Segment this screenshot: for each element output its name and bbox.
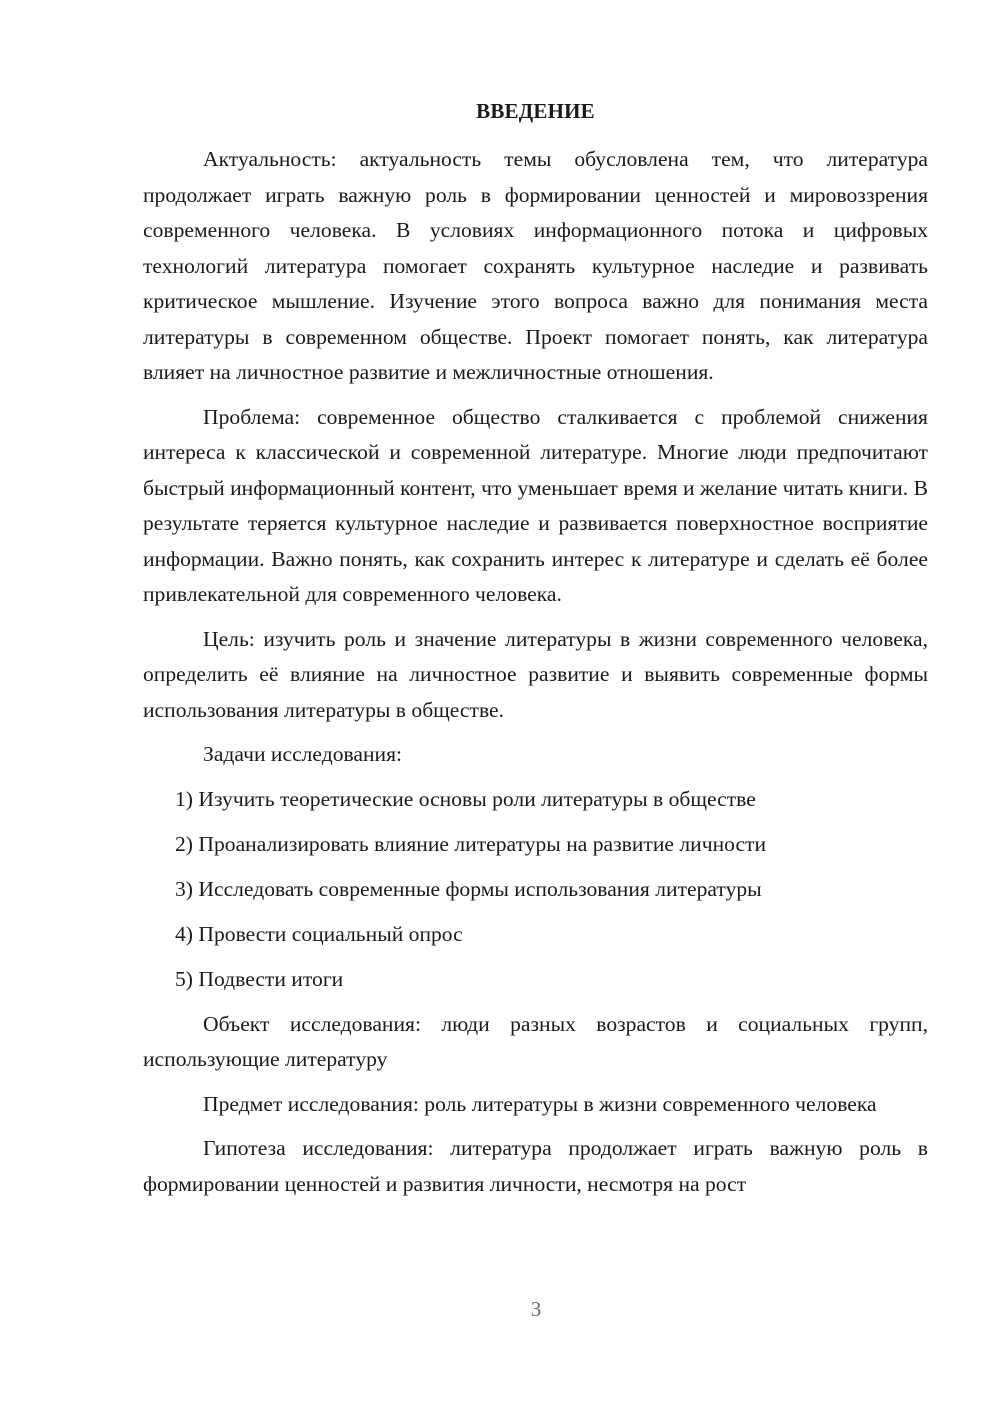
page-heading: ВВЕДЕНИЕ — [476, 99, 595, 123]
document-body — [143, 142, 928, 1202]
paragraph-hypothesis: Гипотеза исследования: литература продолжает играть важную роль в формировании ценностей и развития личности, несмотря на рост — [143, 1136, 928, 1196]
task-item: 4) Провести социальный опрос — [175, 922, 463, 946]
paragraph-goal: Цель: изучить роль и значение литературы в жизни современного человека, определить её влияние на личностное развитие и выявить современные формы использования литературы в обществе. — [143, 626, 928, 722]
paragraph-relevance: Актуальность: актуальность темы обусловлена тем, что литература продолжает играть важную роль в формировании ценностей и мировоззрения современного человека. В условиях информационного потока и цифровых технологий литература помогает сохранять культурное наследие и развивать критическое мышление. Изучение этого вопроса важно для понимания места литературы в современном обществе. Проект помогает понять, как литература влияет на личностное развитие и межличностные отношения. — [143, 147, 928, 384]
tasks-title: Задачи исследования: — [203, 742, 403, 766]
task-item: 1) Изучить теоретические основы роли литературы в обществе — [175, 787, 756, 811]
page-number: 3 — [530, 1297, 542, 1321]
task-item: 2) Проанализировать влияние литературы на развитие личности — [175, 832, 767, 856]
tasks-list — [143, 782, 928, 998]
paragraph-subject: Предмет исследования: роль литературы в жизни современного человека — [203, 1091, 877, 1116]
task-item: 3) Исследовать современные формы использования литературы — [175, 877, 762, 901]
task-item: 5) Подвести итоги — [175, 967, 344, 991]
paragraph-problem: Проблема: современное общество сталкивается с проблемой снижения интереса к классической и современной литературе. Многие люди предпочитают быстрый информационный контент, что уменьшает время и желание читать книги. В результате теряется культурное наследие и развивается поверхностное восприятие информации. Важно понять, как сохранить интерес к литературе и сделать её более привлекательной для современного человека. — [143, 404, 928, 606]
paragraph-object: Объект исследования: люди разных возрастов и социальных групп, использующие литературу — [143, 1011, 928, 1071]
